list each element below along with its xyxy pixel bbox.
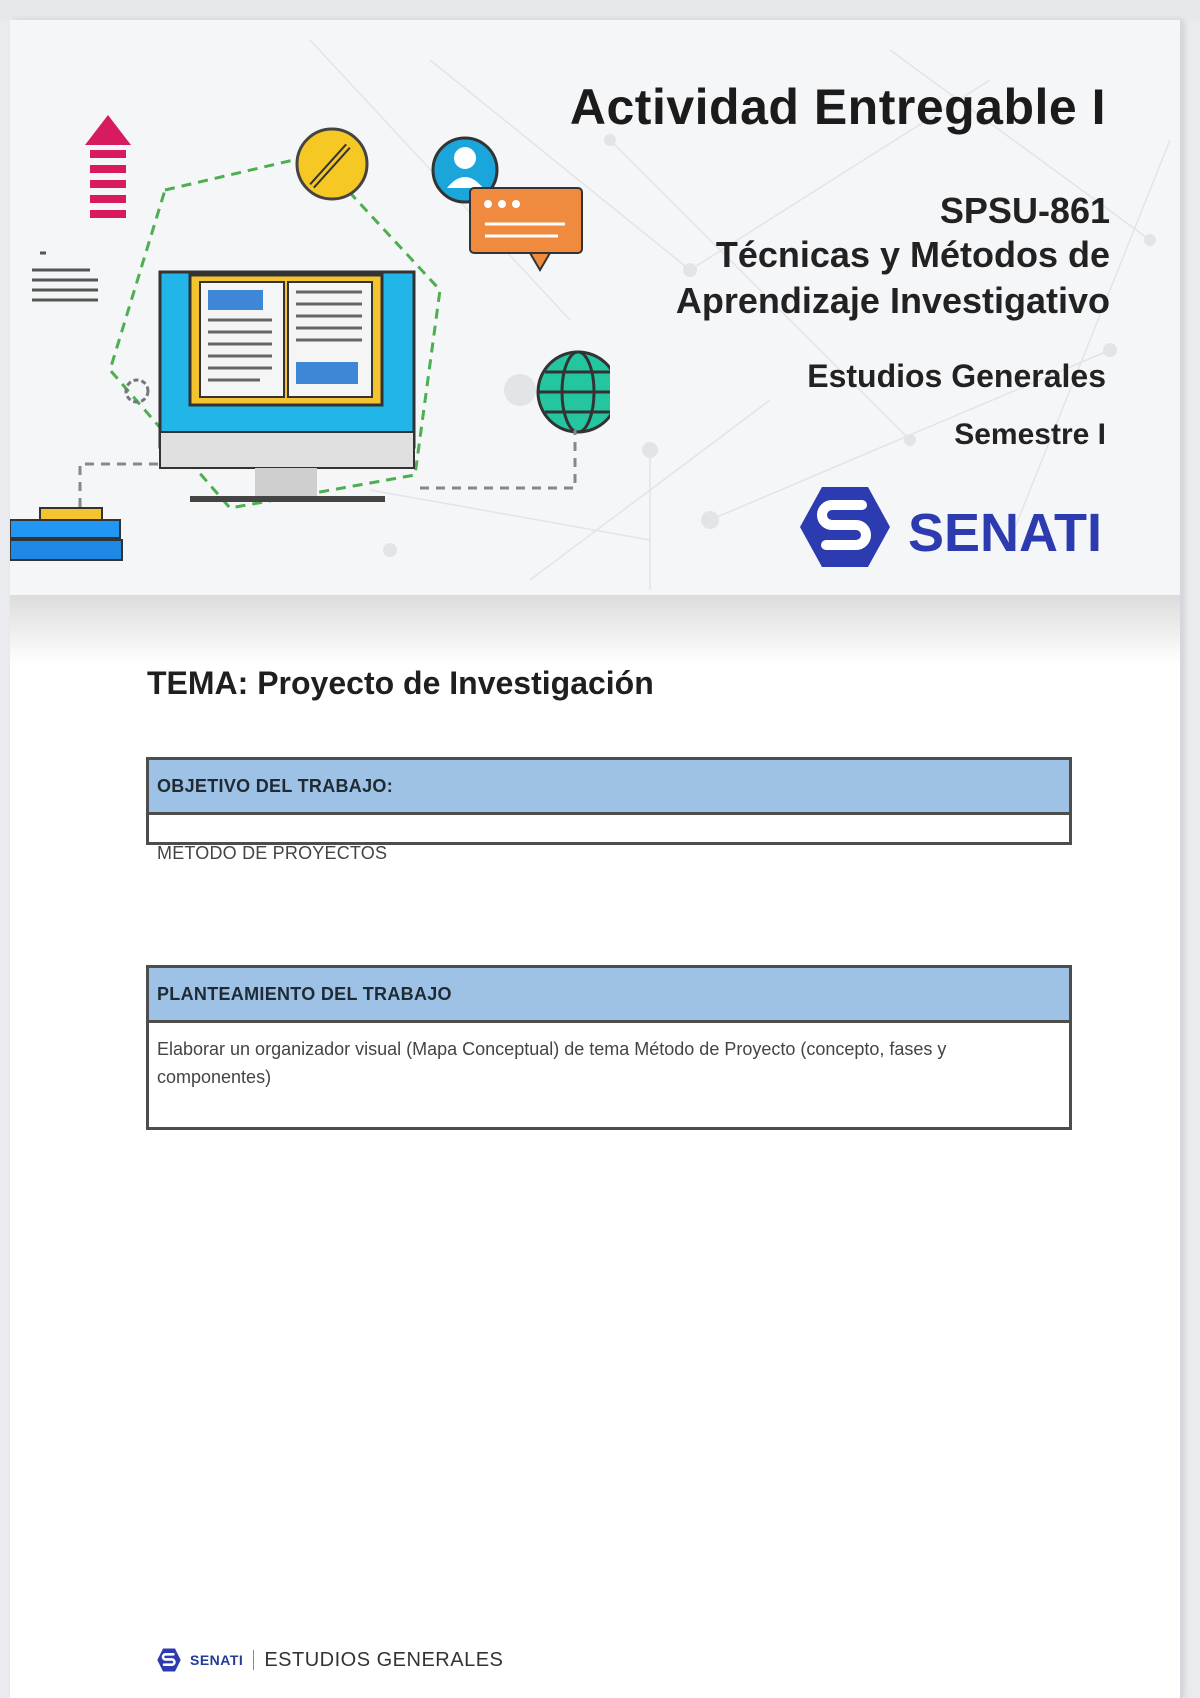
document-page [10,20,1180,1698]
statement-header: PLANTEAMIENTO DEL TRABAJO [149,968,1069,1023]
document-title: Actividad Entregable I [569,79,1106,135]
department-name: Estudios Generales [807,358,1106,394]
cover-header [10,20,1180,595]
gear-icon [126,380,148,402]
viewer-top-bar [0,0,1200,20]
objective-body: MÉTODO DE PROYECTOS [157,843,388,863]
topic-heading: TEMA: Proyecto de Investigación [147,665,654,701]
statement-table [146,965,1072,1130]
page-footer [156,1645,503,1675]
footer-brand: SENATI [190,1652,244,1668]
course-name: Técnicas y Métodos de Aprendizaje Investigativo [675,234,1110,321]
books-stack-icon [10,508,122,560]
footer-department: ESTUDIOS GENERALES [264,1648,504,1671]
senati-logo-text: SENATI [908,503,1103,563]
cover-illustration [10,20,610,580]
footer-logo-icon [156,1647,182,1673]
senati-logo-icon [800,487,890,567]
header-shadow [10,595,1180,665]
text-lines-icon [32,253,98,300]
monitor-book-icon [160,272,414,502]
upload-arrow-icon [85,115,131,218]
pencil-icon [297,129,367,199]
semester-label: Semestre I [954,418,1106,451]
statement-body: Elaborar un organizador visual (Mapa Conceptual) de tema Método de Proyecto (concepto, fases y componentes) [157,1039,947,1087]
globe-icon [538,352,610,432]
course-code: SPSU-861 [939,190,1110,231]
objective-table [146,757,1072,863]
senati-logo [800,475,1130,585]
objective-header: OBJETIVO DEL TRABAJO: [149,760,1069,815]
footer-divider [253,1650,254,1670]
